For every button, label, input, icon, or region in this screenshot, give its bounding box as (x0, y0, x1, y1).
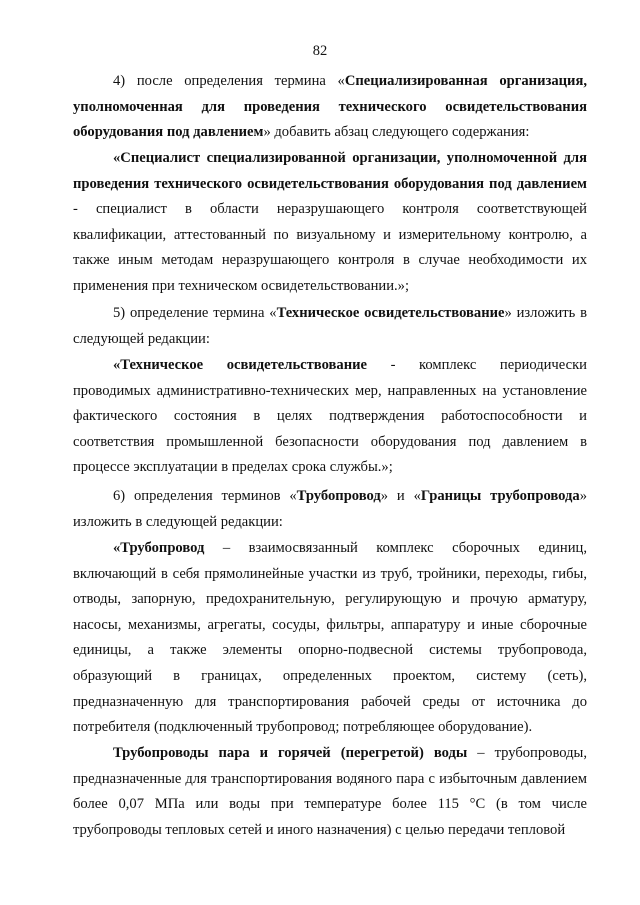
paragraph-steam-pipelines-definition (73, 741, 587, 843)
paragraph-item-5 (73, 301, 587, 352)
paragraph-technical-inspection-definition (73, 353, 587, 481)
body-text-segment: » добавить абзац следующего содержания: (263, 124, 530, 141)
body-text-segment: – взаимосвязанный комплекс сборочных единиц, включающий в себя прямолинейные участки из труб, тройники, переходы, гибы, отводы, запорную, предохранительную, регулирующую и прочую арматуру, насосы, механизмы, агрегаты, сосуды, фильтры, аппаратуру и иные сборочные единицы, а также элементы опорно-подвесной системы трубопровода, образующий в границах, определенных проектом, систему (сеть), предназначенную для транспортирования рабочей среды от источника до потребителя (подключенный трубопровод; потребляющее оборудование). (73, 540, 587, 736)
bold-term-text: «Специалист специализированной организации, уполномоченной для проведения технического освидетельствования оборудования под давлением (73, 150, 587, 192)
bold-term-text: Границы трубопровода (420, 488, 580, 504)
body-text-segment: - специалист в области неразрушающего контроля соответствующей квалификации, аттестованный по визуальному и измерительному контролю, а также иным методам неразрушающего контроля в случае необходимости их применения при техническом освидетельствовании.»; (73, 201, 587, 294)
body-text-segment: – трубопроводы, предназначенные для транспортирования водяного пара с избыточным давлением более 0,07 МПа или воды при температуре более 115 °С (в том числе трубопроводы тепловых сетей и иного назначения) с целью передачи тепловой (73, 745, 588, 838)
body-text-segment: » изложить в следующей редакции: (73, 488, 588, 530)
bold-term-text: Трубопровод (296, 488, 381, 504)
body-text-segment: » и « (380, 488, 421, 504)
bold-term-text: «Техническое освидетельствование (113, 357, 367, 373)
paragraph-specialist-definition (73, 146, 587, 300)
bold-term-text: «Трубопровод (113, 540, 205, 556)
page-number: 82 (312, 43, 328, 59)
paragraph-item-4 (73, 69, 587, 146)
bold-term-text: Специализированная организация, уполномоченная для проведения технического освидетельствования оборудования под давлением (73, 73, 587, 141)
bold-term-text: Техническое освидетельствование (276, 305, 505, 321)
body-text-segment: - комплекс периодически проводимых административно-технических мер, направленных на установление фактического состояния в целях подтверждения работоспособности и соответствия промышленной безопасности оборудования под давлением в процессе эксплуатации в пределах срока службы.»; (73, 357, 587, 476)
paragraph-item-6 (73, 484, 587, 535)
body-text-segment: » изложить в следующей редакции: (73, 305, 587, 347)
body-text-segment: 5) определение термина « (113, 305, 277, 321)
bold-term-text: Трубопроводы пара и горячей (перегретой) воды (113, 745, 468, 761)
paragraph-pipeline-definition (73, 536, 587, 741)
body-text-segment: 4) после определения термина « (113, 73, 345, 89)
body-text-segment: 6) определения терминов « (113, 488, 297, 504)
